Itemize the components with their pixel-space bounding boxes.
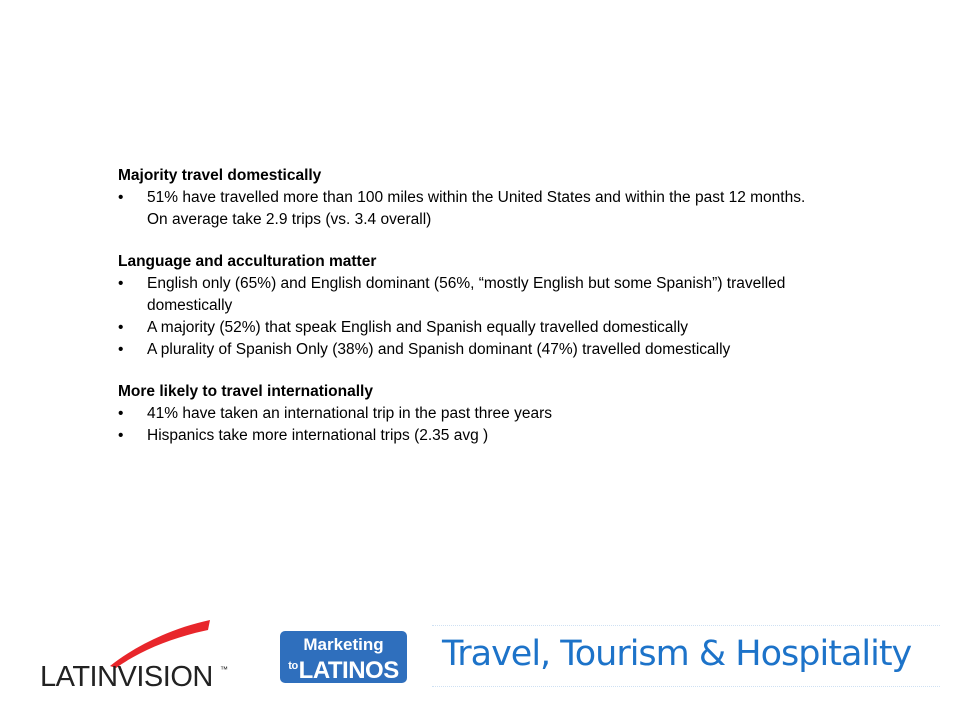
travel-banner <box>432 625 940 687</box>
section-heading: More likely to travel internationally <box>118 383 373 400</box>
latinvision-logo <box>38 608 228 694</box>
badge-to: to <box>288 660 298 672</box>
badge-latinos: LATINOS <box>298 657 399 684</box>
marketing-to-latinos-logo <box>280 631 407 683</box>
section-heading: Language and acculturation matter <box>118 253 377 270</box>
banner-title: Travel, Tourism & Hospitality <box>442 634 912 674</box>
bullet-item: • A majority (52%) that speak English and Spanish equally travelled domestically <box>118 317 818 339</box>
badge-line-marketing: Marketing <box>303 635 384 654</box>
section-heading: Majority travel domestically <box>118 167 322 184</box>
bullet-item: • A plurality of Spanish Only (38%) and Spanish dominant (47%) travelled domestically <box>118 339 818 361</box>
bullet-item: • English only (65%) and English dominant (56%, “mostly English but some Spanish”) travelled domestically <box>118 273 818 317</box>
section-language <box>118 251 818 361</box>
bullet-list <box>118 187 818 231</box>
section-international <box>118 381 818 447</box>
section-domestic <box>118 165 818 231</box>
bullet-item: • 41% have taken an international trip in the past three years <box>118 403 818 425</box>
bullet-list <box>118 403 818 447</box>
trademark-symbol: ™ <box>220 665 228 674</box>
latinvision-wordmark: LATINVISION <box>40 661 213 693</box>
bullet-list <box>118 273 818 361</box>
badge-line-latinos <box>280 652 407 685</box>
bullet-item: • 51% have travelled more than 100 miles within the United States and within the past 12 months. On average take 2.9 trips (vs. 3.4 overall) <box>118 187 818 231</box>
bullet-item: • Hispanics take more international trips (2.35 avg ) <box>118 425 818 447</box>
footer-logos <box>0 588 960 720</box>
slide-body <box>118 165 818 467</box>
